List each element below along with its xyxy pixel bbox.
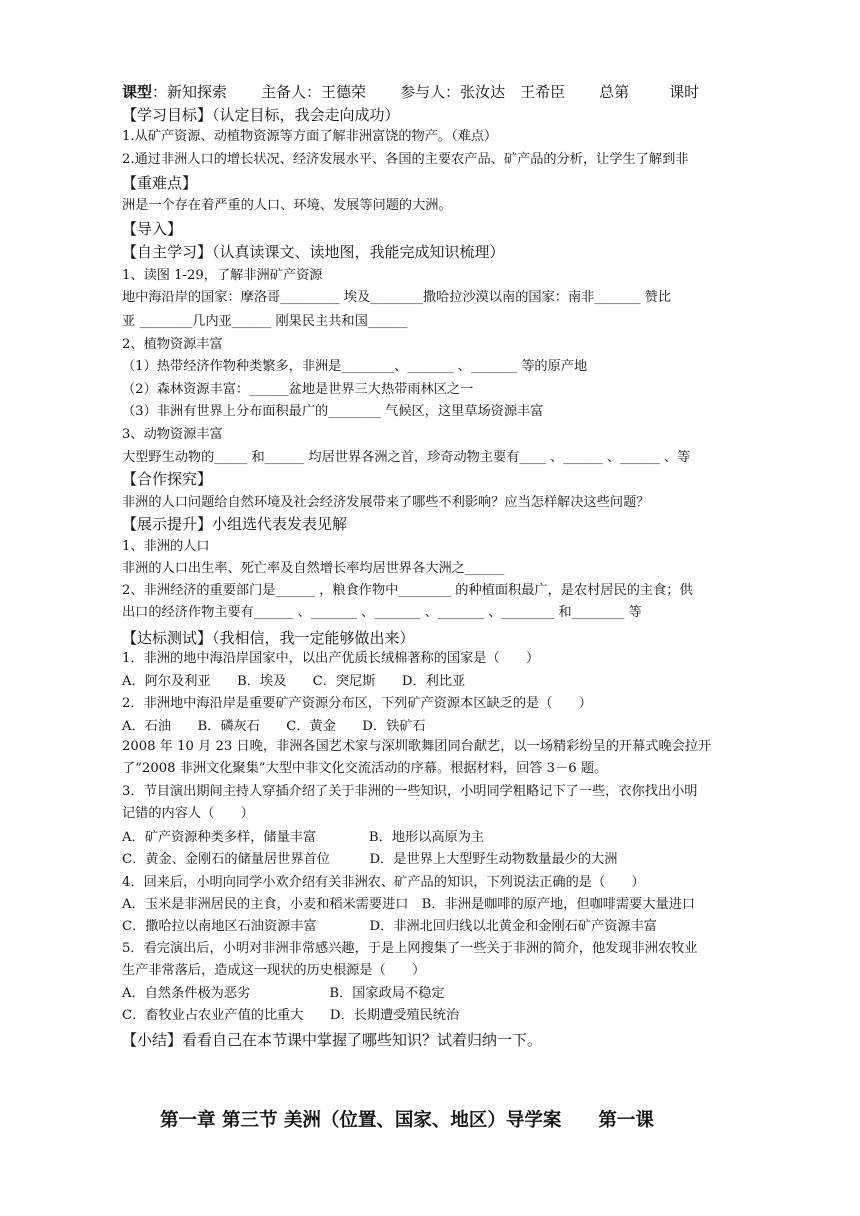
text-line: 1．非洲的地中海沿岸国家中，以出产优质长绒棉著称的国家是（ ） bbox=[122, 651, 540, 666]
text-line: 亚 ________几内亚______ 刚果民主共和国______ bbox=[122, 314, 408, 329]
lesson-header bbox=[122, 82, 699, 102]
text-line: A．石油 B．磷灰石 C．黄金 D．铁矿石 bbox=[122, 719, 426, 734]
text-line: A．玉米是非洲居民的主食，小麦和稻米需要进口 B．非洲是咖啡的原产地，但咖啡需要大量进口 bbox=[122, 897, 696, 912]
lesson-hour-label: 课时 bbox=[669, 83, 700, 101]
section-heading: 【合作探究】 bbox=[122, 470, 213, 488]
total-count-label: 总第 bbox=[599, 83, 630, 101]
text-line: 1.从矿产资源、动植物资源等方面了解非洲富饶的物产。（难点） bbox=[122, 129, 498, 144]
host-teacher: 主备人：王德荣 bbox=[261, 83, 367, 101]
section-heading: 【重难点】 bbox=[122, 174, 198, 192]
text-line: 2．非洲地中海沿岸是重要矿产资源分布区，下列矿产资源本区缺乏的是（ ） bbox=[122, 696, 592, 711]
section-heading: 【学习目标】（认定目标，我会走向成功） bbox=[122, 106, 400, 124]
section-heading: 【导入】 bbox=[122, 220, 183, 238]
text-line: 非洲的人口问题给自然环境及社会经济发展带来了哪些不利影响？应当怎样解决这些问题？ bbox=[122, 495, 650, 510]
text-line: （1）热带经济作物种类繁多，非洲是________、_______ 、_______ 等的原产地 bbox=[122, 359, 588, 374]
text-line: A．自然条件极为恶劣 B．国家政局不稳定 bbox=[122, 986, 445, 1001]
text-line: A．矿产资源种类多样，储量丰富 B．地形以高原为主 bbox=[122, 830, 485, 845]
text-line: 洲是一个存在着严重的人口、环境、发展等问题的大洲。 bbox=[122, 198, 452, 213]
text-line: 1、非洲的人口 bbox=[122, 539, 210, 554]
text-line: 2、非洲经济的重要部门是______ ，粮食作物中________ 的种植面积最广，是农村居民的主食；供 bbox=[122, 583, 693, 598]
chapter-title: 第一章 第三节 美洲（位置、国家、地区）导学案 第一课 bbox=[160, 1110, 654, 1131]
text-line: 大型野生动物的_____ 和______ 均居世界各洲之首，珍奇动物主要有____ 、______ 、______ 、等 bbox=[122, 450, 691, 465]
text-line: C．畜牧业占农业产值的比重大 D．长期遭受殖民统治 bbox=[122, 1008, 460, 1023]
text-line: 记错的内容人（ ） bbox=[122, 806, 254, 821]
section-heading: 【达标测试】（我相信，我一定能够做出来） bbox=[122, 629, 415, 647]
text-line: 3、动物资源丰富 bbox=[122, 427, 223, 442]
text-line: 非洲的人口出生率、死亡率及自然增长率均居世界各大洲之______ bbox=[122, 561, 505, 576]
text-line: A．阿尔及利亚 B．埃及 C．突尼斯 D．利比亚 bbox=[122, 674, 466, 689]
lesson-type-label: 课型 bbox=[122, 83, 153, 101]
text-line: 生产非常落后，造成这一现状的历史根源是（ ） bbox=[122, 963, 426, 978]
text-line: （3）非洲有世界上分布面积最广的________ 气候区，这里草场资源丰富 bbox=[122, 404, 544, 419]
text-line: 2.通过非洲人口的增长状况、经济发展水平、各国的主要农产品、矿产品的分析，让学生了解到非 bbox=[122, 152, 689, 167]
text-line: 3．节目演出期间主持人穿插介绍了关于非洲的一些知识，小明同学粗略记下了一些，衣你找出小明 bbox=[122, 784, 698, 799]
section-heading: 【自主学习】（认真读课文、读地图，我能完成知识梳理） bbox=[122, 243, 505, 261]
text-line: C．黄金、金刚石的储量居世界首位 D．是世界上大型野生动物数量最少的大洲 bbox=[122, 852, 618, 867]
text-line: （2）森林资源丰富：______盆地是世界三大热带雨林区之一 bbox=[122, 382, 474, 397]
text-line: 地中海沿岸的国家：摩洛哥_________ 埃及________撒哈拉沙漠以南的国家：南非_______ 赞比 bbox=[122, 290, 672, 305]
lesson-type-colon: ： bbox=[152, 83, 168, 101]
text-line: 2、植物资源丰富 bbox=[122, 337, 223, 352]
text-line: 5．看完演出后，小明对非洲非常感兴趣，于是上网搜集了一些关于非洲的简介，他发现非洲农牧业 bbox=[122, 941, 698, 956]
text-line: 了“2008 非洲文化聚集”大型中非文化交流活动的序幕。根据材料，回答 3－6 题。 bbox=[122, 761, 608, 776]
section-heading: 【展示提升】小组选代表发表见解 bbox=[122, 515, 348, 533]
text-line: 4．回来后，小明向同学小欢介绍有关非洲农、矿产品的知识，下列说法正确的是（ ） bbox=[122, 875, 645, 890]
text-line: 1、读图 1-29，了解非洲矿产资源 bbox=[122, 268, 323, 283]
text-line: C．撒哈拉以南地区石油资源丰富 D．非洲北回归线以北黄金和金刚石矿产资源丰富 bbox=[122, 919, 657, 934]
section-heading: 【小结】看看自己在本节课中掌握了哪些知识？试着归纳一下。 bbox=[122, 1031, 543, 1049]
participants: 参与人：张汝达 王希臣 bbox=[400, 83, 566, 101]
text-line: 出口的经济作物主要有______ 、_______ 、_______ 、_______ 、________ 和________ 等 bbox=[122, 605, 642, 620]
text-line: 2008 年 10 月 23 日晚，非洲各国艺术家与深圳歌舞团同台献艺，以一场精彩纷呈的开幕式晚会拉开 bbox=[122, 739, 712, 754]
lesson-type-value: 新知探索 bbox=[167, 83, 228, 101]
